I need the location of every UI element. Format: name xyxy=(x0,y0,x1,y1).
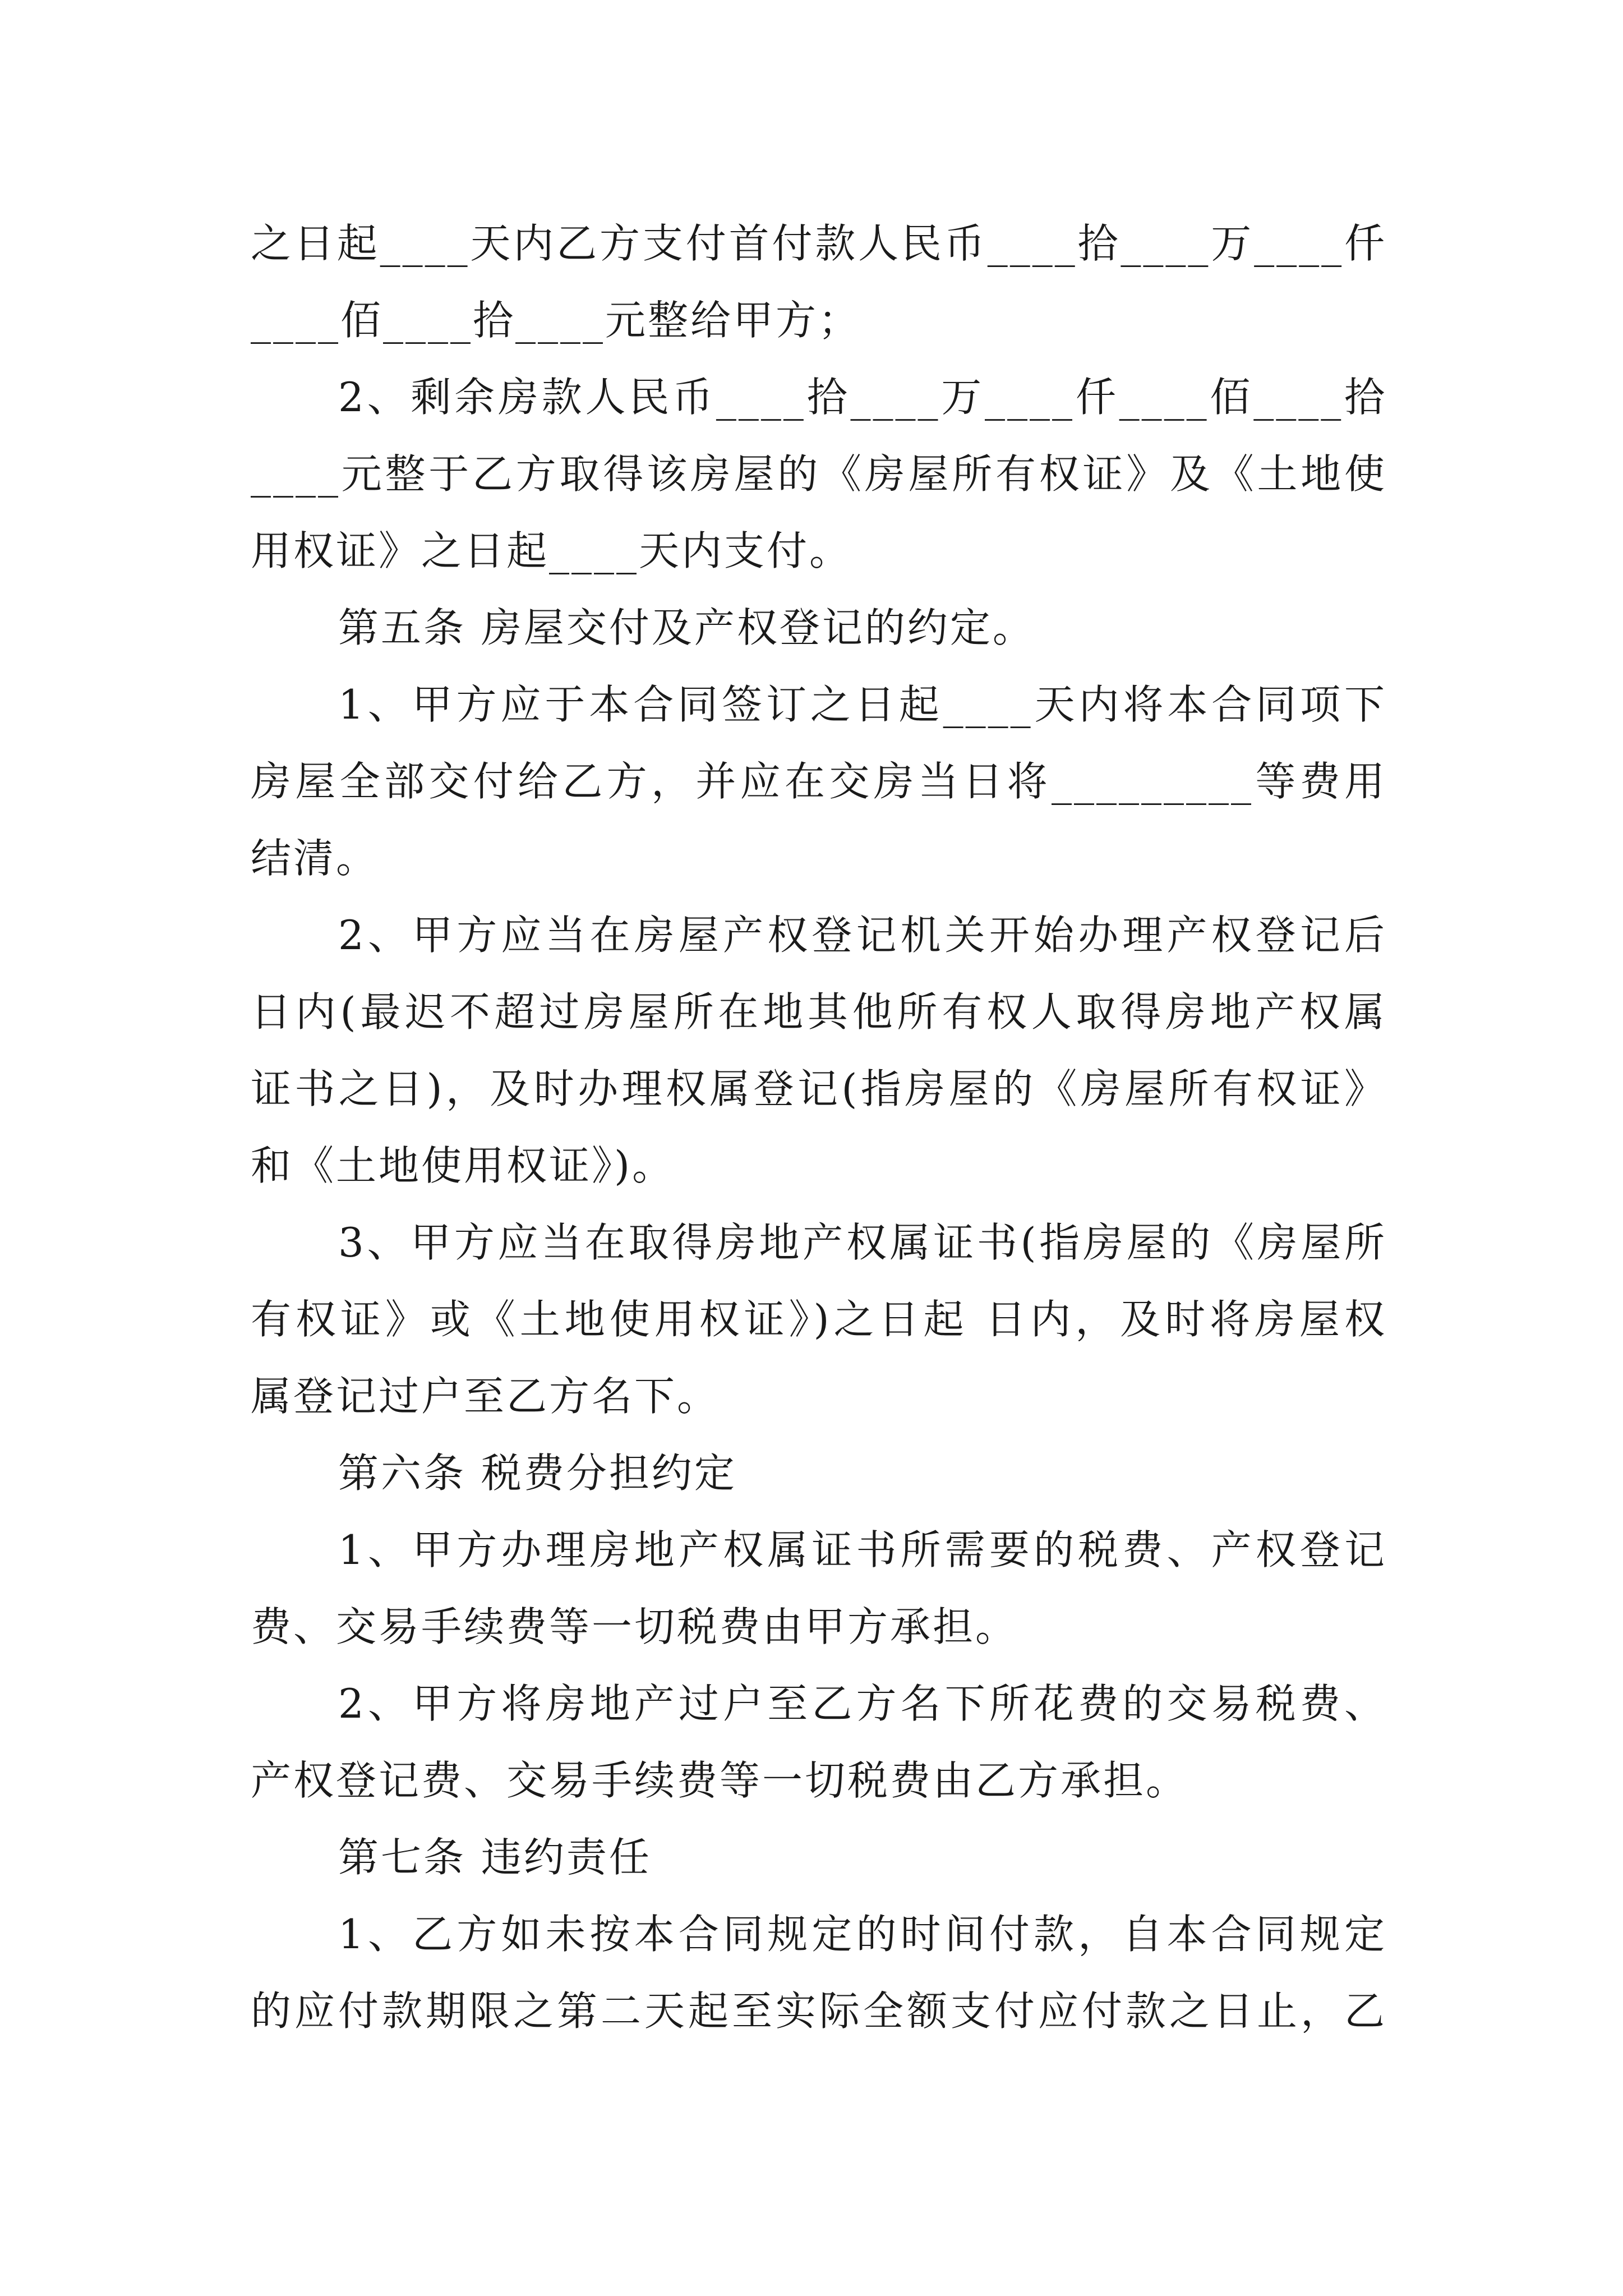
text-line: 属登记过户至乙方名下。 xyxy=(251,1373,720,1420)
text-line: 2、剩余房款人民币____拾____万____仟____佰____拾 xyxy=(338,374,1387,421)
document-page xyxy=(251,205,1387,2050)
text-line: 1、乙方如未按本合同规定的时间付款，自本合同规定 xyxy=(338,1911,1387,1958)
text-line: ____元整于乙方取得该房屋的《房屋所有权证》及《土地使 xyxy=(251,450,1387,498)
paragraph-payment-continuation xyxy=(251,205,1387,359)
article-heading-5 xyxy=(251,590,1387,666)
text-line: 日内(最迟不超过房屋所在地其他所有权人取得房地产权属 xyxy=(251,988,1387,1036)
heading-line: 第七条 违约责任 xyxy=(338,1834,652,1881)
text-line: 用权证》之日起____天内支付。 xyxy=(251,527,852,574)
paragraph-5-1 xyxy=(251,666,1387,897)
heading-line: 第六条 税费分担约定 xyxy=(338,1450,737,1497)
text-line: 证书之日)，及时办理权属登记(指房屋的《房屋所有权证》 xyxy=(251,1065,1387,1112)
text-line: 有权证》或《土地使用权证》)之日起 日内，及时将房屋权 xyxy=(251,1296,1387,1343)
text-line: 1、甲方办理房地产权属证书所需要的税费、产权登记 xyxy=(338,1526,1387,1573)
text-line: 结清。 xyxy=(251,835,379,882)
text-line: 1、甲方应于本合同签订之日起____天内将本合同项下 xyxy=(338,681,1387,728)
text-line: 费、交易手续费等一切税费由甲方承担。 xyxy=(251,1603,1018,1650)
text-line: 3、甲方应当在取得房地产权属证书(指房屋的《房屋所 xyxy=(338,1219,1387,1266)
article-heading-7 xyxy=(251,1819,1387,1896)
paragraph-remaining-payment xyxy=(251,359,1387,590)
paragraph-6-1 xyxy=(251,1512,1387,1665)
text-line: 的应付款期限之第二天起至实际全额支付应付款之日止，乙 xyxy=(251,1987,1387,2035)
text-line: 房屋全部交付给乙方，并应在交房当日将_________等费用 xyxy=(251,758,1387,805)
article-heading-6 xyxy=(251,1435,1387,1512)
text-line: 和《土地使用权证》)。 xyxy=(251,1142,675,1189)
paragraph-6-2 xyxy=(251,1665,1387,1819)
heading-line: 第五条 房屋交付及产权登记的约定。 xyxy=(338,604,1035,651)
text-line: 之日起____天内乙方支付首付款人民币____拾____万____仟 xyxy=(251,220,1387,267)
paragraph-7-1 xyxy=(251,1896,1387,2050)
paragraph-5-3 xyxy=(251,1204,1387,1435)
paragraph-5-2 xyxy=(251,897,1387,1204)
text-line: 2、甲方将房地产过户至乙方名下所花费的交易税费、 xyxy=(338,1680,1387,1727)
text-line: 2、甲方应当在房屋产权登记机关开始办理产权登记后 xyxy=(338,912,1387,959)
text-line: 产权登记费、交易手续费等一切税费由乙方承担。 xyxy=(251,1757,1189,1804)
text-line: ____佰____拾____元整给甲方； xyxy=(251,297,861,344)
